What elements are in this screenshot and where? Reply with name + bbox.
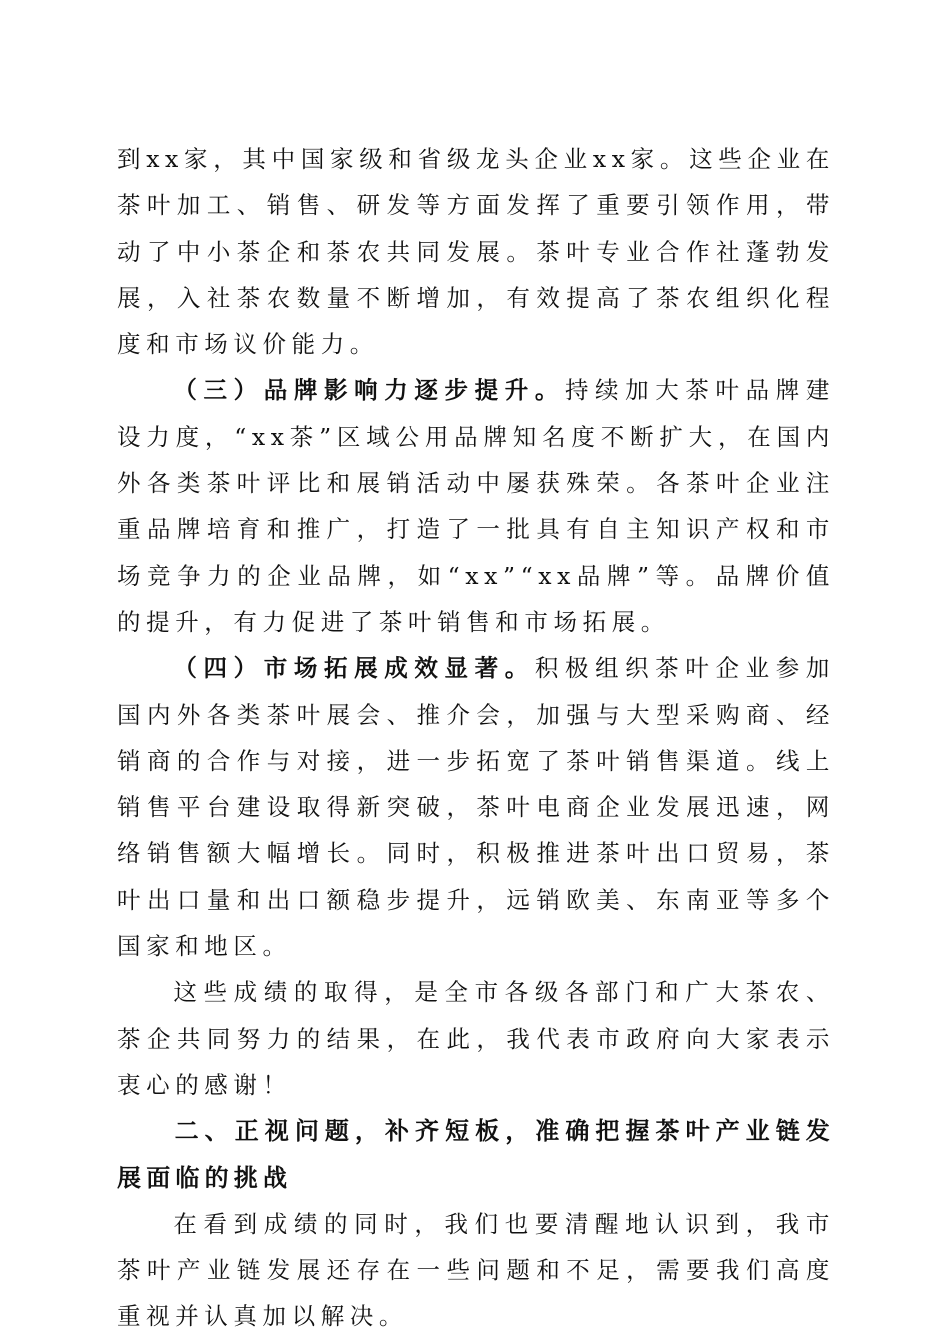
paragraph-brand — [117, 367, 835, 645]
paragraph-problems-text: 在看到成绩的同时，我们也要清醒地认识到，我市茶叶产业链发展还存在一些问题和不足，需要我们高度重视并认真加以解决。 — [117, 1209, 835, 1331]
paragraph-market-lead: （四）市场拓展成效显著。 — [173, 654, 535, 683]
document-page — [117, 136, 835, 1340]
paragraph-thanks — [117, 969, 835, 1108]
section-heading-2-text: 二、正视问题，补齐短板，准确把握茶叶产业链发展面临的挑战 — [117, 1117, 835, 1192]
paragraph-1 — [117, 136, 835, 367]
paragraph-brand-lead: （三）品牌影响力逐步提升。 — [173, 376, 565, 405]
section-heading-2 — [117, 1108, 835, 1201]
paragraph-market — [117, 645, 835, 969]
paragraph-brand-text: 持续加大茶叶品牌建设力度，“xx茶”区域公用品牌知名度不断扩大，在国内外各类茶叶评比和展销活动中屡获殊荣。各茶叶企业注重品牌培育和推广，打造了一批具有自主知识产权和市场竞争力的企业品牌，如“xx”“xx品牌”等。品牌价值的提升，有力促进了茶叶销售和市场拓展。 — [117, 376, 835, 636]
paragraph-1-text: 到xx家，其中国家级和省级龙头企业xx家。这些企业在茶叶加工、销售、研发等方面发挥了重要引领作用，带动了中小茶企和茶农共同发展。茶叶专业合作社蓬勃发展，入社茶农数量不断增加，有效提高了茶农组织化程度和市场议价能力。 — [117, 145, 835, 359]
paragraph-thanks-text: 这些成绩的取得，是全市各级各部门和广大茶农、茶企共同努力的结果，在此，我代表市政府向大家表示衷心的感谢！ — [117, 978, 835, 1099]
paragraph-market-text: 积极组织茶叶企业参加国内外各类茶叶展会、推介会，加强与大型采购商、经销商的合作与对接，进一步拓宽了茶叶销售渠道。线上销售平台建设取得新突破，茶叶电商企业发展迅速，网络销售额大幅增长。同时，积极推进茶叶出口贸易，茶叶出口量和出口额稳步提升，远销欧美、东南亚等多个国家和地区。 — [117, 654, 836, 961]
paragraph-problems — [117, 1201, 835, 1340]
